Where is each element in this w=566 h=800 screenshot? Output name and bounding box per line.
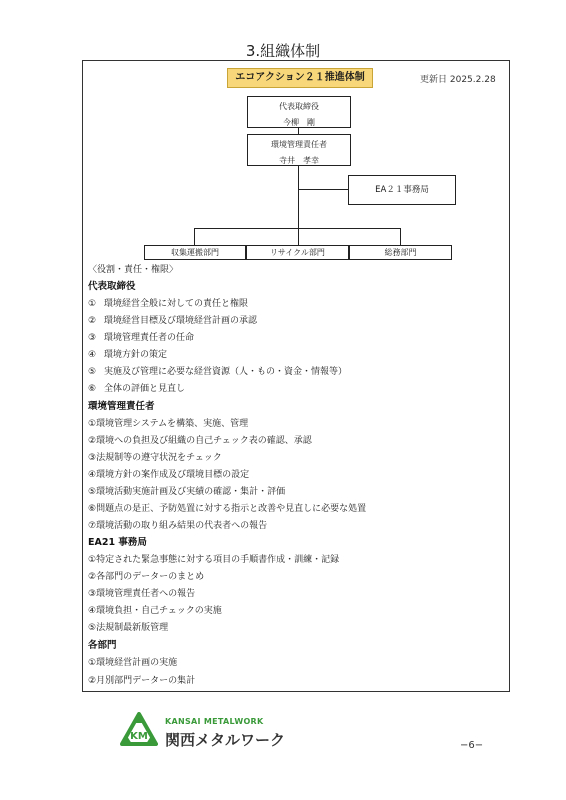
list-item: ③法規制等の遵守状況をチェック (88, 453, 222, 463)
connector-line (400, 228, 401, 245)
list-item: ④環境方針の案作成及び環境目標の設定 (88, 470, 250, 480)
page-title: 3.組織体制 (245, 42, 321, 60)
list-item: ②環境への負担及び組織の自己チェック表の確認、承認 (88, 436, 312, 446)
list-item: ④環境負担・自己チェックの実施 (88, 606, 222, 616)
org-box-secretariat: EA２１事務局 (348, 175, 456, 205)
org-dept-collection: 収集運搬部門 (144, 245, 246, 260)
section-title: 環境管理責任者 (88, 401, 155, 412)
connector-line (298, 228, 299, 245)
list-item: ⑥問題点の是正、予防処置に対する指示と改善や見直しに必要な処置 (88, 504, 367, 514)
roles-header: 〈役割・責任・権限〉 (88, 265, 179, 275)
list-item: ⑤法規制最新版管理 (88, 623, 169, 633)
list-item: ①環境管理システムを構築、実施、管理 (88, 419, 249, 429)
list-item: ⑤環境活動実施計画及び実績の確認・集計・評価 (88, 487, 286, 497)
company-name-jp: 関西メタルワーク (165, 731, 286, 749)
company-name-en: KANSAI METALWORK (165, 717, 264, 726)
list-item: ⑥ 全体の評価と見直し (88, 384, 186, 394)
list-item: ⑦環境活動の取り組み結果の代表者への報告 (88, 521, 268, 531)
list-item: ② 環境経営目標及び環境経営計画の承認 (88, 316, 258, 326)
connector-line (298, 166, 299, 228)
org-dept-recycle: リサイクル部門 (246, 245, 349, 260)
list-item: ①環境経営計画の実施 (88, 658, 178, 668)
org-person-name: 寺井 孝幸 (279, 156, 319, 165)
org-role-label: 代表取締役 (279, 102, 319, 111)
page-number: −6− (460, 740, 484, 751)
org-box-representative (247, 96, 351, 128)
updated-date: 更新日 2025.2.28 (420, 75, 496, 85)
banner-title: エコアクション２１推進体制 (227, 68, 373, 88)
section-title: 代表取締役 (88, 281, 136, 292)
list-item: ① 環境経営全般に対しての責任と権限 (88, 299, 249, 309)
connector-line (298, 189, 348, 190)
list-item: ②各部門のデーターのまとめ (88, 572, 205, 582)
list-item: ①特定された緊急事態に対する項目の手順書作成・訓練・記録 (88, 555, 340, 565)
section-title: EA21 事務局 (88, 537, 147, 548)
recycle-logo-icon (120, 712, 158, 752)
list-item: ③環境管理責任者への報告 (88, 589, 196, 599)
section-title: 各部門 (88, 640, 117, 651)
org-dept-general: 総務部門 (349, 245, 452, 260)
svg-text:KM: KM (130, 731, 148, 742)
list-item: ③ 環境管理責任者の任命 (88, 333, 195, 343)
org-box-env-manager (247, 134, 351, 166)
list-item: ⑤ 実施及び管理に必要な経営資源（人・もの・資金・情報等） (88, 367, 348, 377)
org-role-label: 環境管理責任者 (271, 140, 327, 149)
list-item: ②月別部門データーの集計 (88, 676, 196, 686)
connector-line (194, 228, 195, 245)
org-person-name: 今柳 剛 (283, 118, 315, 127)
connector-line (194, 228, 400, 229)
list-item: ④ 環境方針の策定 (88, 350, 168, 360)
